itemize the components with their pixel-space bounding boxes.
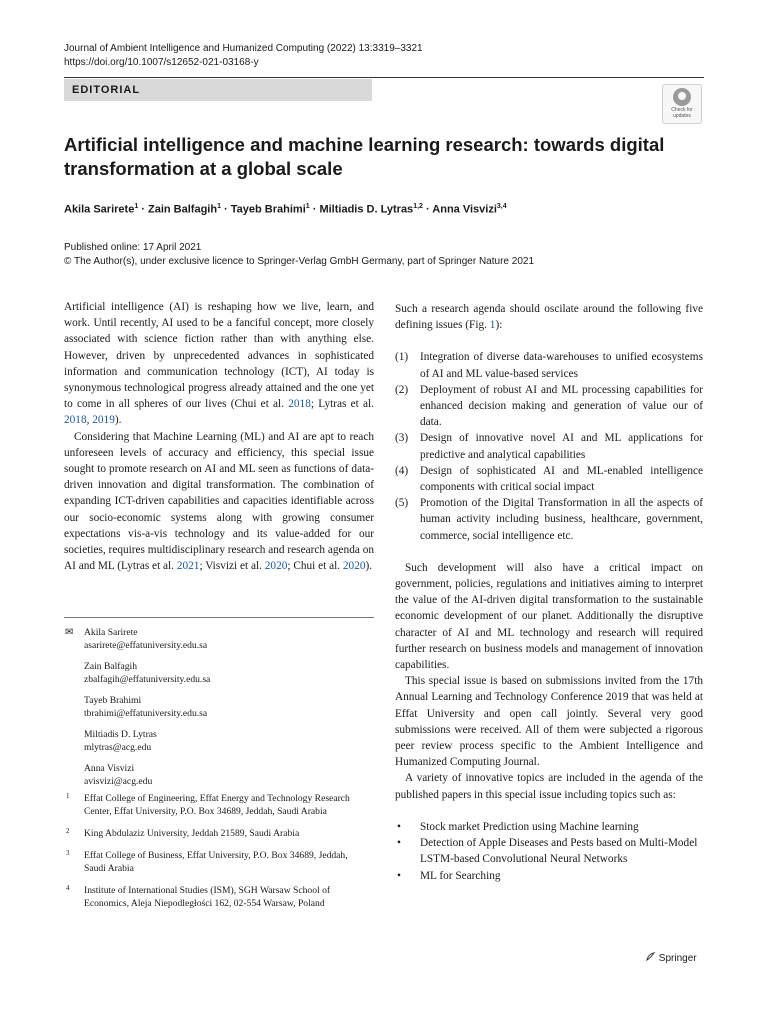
author-name: Akila Sarirete	[64, 203, 135, 216]
body-paragraph: Considering that Machine Learning (ML) and AI are apt to reach unforeseen levels of accuracy and efficiency, this special issue sought to promote research on AI and ML seen as functions of data-driven innovation and digital transformation. The combination of expanding ICT-driven capabilities and capacities identifiable across our socio-economic systems along with growing consumer expectations vis-a-vis technology and its value-added for our societies, requires multidisciplinary research and research agenda on AI and ML (Lytras et al. 2021; Visvizi et al. 2020; Chui et al. 2020).	[64, 430, 374, 573]
publication-info	[64, 241, 534, 269]
check-for-updates-badge[interactable]	[662, 84, 702, 124]
affiliation-list	[64, 792, 364, 919]
list-item: (1) Integration of diverse data-warehouses to unified ecosystems of AI and ML value-based services	[395, 351, 703, 380]
left-column	[64, 299, 374, 574]
author-affil-ref: 1	[134, 203, 139, 210]
affiliation-text: Effat College of Engineering, Effat Energy and Technology Research Center, Effat University, P.O. Box 34689, Jeddah, Saudi Arabia	[84, 793, 350, 817]
author-separator: ·	[220, 203, 231, 216]
title-line-2: transformation at a global scale	[64, 158, 343, 179]
list-item: • ML for Searching	[395, 868, 703, 884]
issue-list	[395, 349, 703, 543]
list-number: (3)	[395, 432, 409, 445]
citation-link[interactable]: 2018	[64, 414, 87, 427]
contact-email[interactable]: tbrahimi@effatuniversity.edu.sa	[84, 708, 208, 719]
doi-link[interactable]: https://doi.org/10.1007/s12652-021-03168-y	[64, 57, 259, 68]
list-item: (3) Design of innovative novel AI and ML applications for predictive and analytical capabilities	[395, 432, 703, 461]
list-item: (4) Design of sophisticated AI and ML-enabled intelligence components with critical social impact	[395, 464, 703, 494]
author-separator: ·	[422, 203, 433, 216]
author-name: Anna Visvizi	[432, 203, 497, 216]
journal-citation: Journal of Ambient Intelligence and Humanized Computing (2022) 13:3319–3321	[64, 43, 423, 54]
publisher-footer	[645, 951, 697, 964]
author-list	[64, 203, 507, 216]
affiliation	[64, 849, 364, 875]
bullet-icon: •	[397, 869, 401, 882]
badge-text-2: updates	[673, 113, 691, 119]
contact-name: Anna Visvizi	[84, 763, 135, 774]
author-affil-ref: 1	[217, 203, 221, 210]
contact-entry	[64, 728, 374, 754]
figure-link[interactable]: 1	[489, 319, 496, 332]
contact-name: Miltiadis D. Lytras	[84, 729, 157, 740]
affiliation	[64, 884, 364, 910]
list-number: (5)	[395, 497, 409, 510]
contact-entry	[64, 626, 374, 652]
list-item: • Stock market Prediction using Machine learning	[395, 819, 703, 835]
affiliation	[64, 827, 364, 840]
author-affil-ref: 1,2	[413, 203, 423, 210]
list-item: (5) Promotion of the Digital Transformation in all the aspects of human activity including business, healthcare, government, commerce, social intelligence etc.	[395, 497, 703, 542]
affiliation	[64, 792, 364, 818]
body-paragraph: A variety of innovative topics are included in the agenda of the published papers in this special issue including topics such as:	[395, 772, 703, 801]
title-line-1: Artificial intelligence and machine learning research: towards digital	[64, 134, 665, 155]
affiliation-number: 3	[66, 849, 70, 857]
affiliation-number: 1	[66, 792, 70, 800]
contact-name: Tayeb Brahimi	[84, 695, 142, 706]
contact-email[interactable]: asarirete@effatuniversity.edu.sa	[84, 640, 208, 651]
list-item: • Detection of Apple Diseases and Pests based on Multi-Model LSTM-based Convolutional Neural Networks	[397, 837, 698, 866]
affiliation-text: Effat College of Business, Effat University, P.O. Box 34689, Jeddah, Saudi Arabia	[84, 850, 348, 874]
affiliation-number: 2	[66, 827, 70, 835]
citation-link[interactable]: 2020	[264, 560, 288, 573]
citation-link[interactable]: 2018	[288, 398, 311, 411]
bullet-icon: •	[397, 837, 401, 850]
header-rule	[64, 77, 704, 78]
author-affil-ref: 3,4	[496, 203, 507, 210]
list-item: (2) Deployment of robust AI and ML processing capabilities for enhanced decision making and generation of value our of data.	[395, 383, 703, 429]
author-affil-ref: 1	[305, 203, 310, 210]
right-column	[395, 301, 703, 884]
author-name: Miltiadis D. Lytras	[319, 203, 414, 216]
list-number: (2)	[395, 383, 409, 396]
affiliation-number: 4	[66, 884, 70, 892]
citation-link[interactable]: 2021	[176, 560, 200, 573]
body-paragraph: Such a research agenda should oscilate around the following five defining issues (Fig. 1):	[395, 303, 703, 332]
author-separator: ·	[309, 203, 320, 216]
citation-link[interactable]: 2020	[342, 560, 366, 573]
contact-name: Zain Balfagih	[84, 661, 138, 672]
badge-text-1: Check for	[671, 107, 693, 113]
envelope-icon: ✉	[65, 627, 74, 638]
contact-list	[64, 626, 374, 796]
contact-email[interactable]: avisvizi@acg.edu	[84, 776, 153, 787]
journal-header	[64, 42, 423, 70]
affiliation-text: Institute of International Studies (ISM), SGH Warsaw School of Economics, Aleja Niepodległości 162, 02-554 Warsaw, Poland	[84, 885, 331, 909]
contact-email[interactable]: mlytras@acg.edu	[84, 742, 152, 753]
section-label: EDITORIAL	[64, 79, 372, 101]
publisher-name: Springer	[658, 953, 697, 964]
copyright-line: © The Author(s), under exclusive licence to Springer-Verlag GmbH Germany, part of Springer Nature 2021	[64, 256, 534, 267]
author-separator: ·	[138, 203, 149, 216]
contact-entry	[64, 762, 374, 788]
citation-link[interactable]: 2019	[92, 414, 115, 427]
list-number: (4)	[395, 464, 409, 477]
published-date: Published online: 17 April 2021	[64, 242, 202, 253]
body-paragraph: Artificial intelligence (AI) is reshaping how we live, learn, and work. Until recently, AI used to be a fanciful concept, more closely associated with science fiction rather than with anything else. However, driven by unprecedented advances in sophisticated information and communication technology (ICT), AI today is synonymous technological progress already attained and the one yet to come in all spheres of our lives (Chui et al. 2018; Lytras et al. 2018, 2019).	[64, 301, 374, 427]
contact-name: Akila Sarirete	[84, 627, 138, 638]
affiliation-text: King Abdulaziz University, Jeddah 21589, Saudi Arabia	[84, 828, 300, 839]
contact-email[interactable]: zbalfagih@effatuniversity.edu.sa	[84, 674, 211, 685]
article-title	[64, 133, 684, 181]
author-name: Tayeb Brahimi	[230, 203, 306, 216]
author-name: Zain Balfagih	[148, 203, 218, 216]
contact-entry	[64, 694, 374, 720]
springer-logo-icon	[645, 953, 659, 964]
list-number: (1)	[395, 351, 409, 364]
body-paragraph: This special issue is based on submissions invited from the 17th Annual Learning and Technology Conference 2019 that was held at Effat University and open call jointly. Several very good submissions were received. All of them were subjected a rigorous peer review process specific to the Ambient Intelligence and Humanized Computing Journal.	[395, 675, 703, 769]
bullet-icon: •	[397, 820, 401, 833]
update-icon	[673, 88, 691, 106]
contact-entry	[64, 660, 374, 686]
body-paragraph: Such development will also have a critical impact on government, policies, regulations and initiatives aiming to interpret the value of the AI-driven digital transformation to the sustainable economic development of our planet. Additionally the disruptive character of AI and ML technology and research will required further research on business models and management of innovation capabilities.	[395, 561, 703, 672]
footnote-rule	[64, 617, 374, 618]
topic-list	[395, 819, 703, 884]
